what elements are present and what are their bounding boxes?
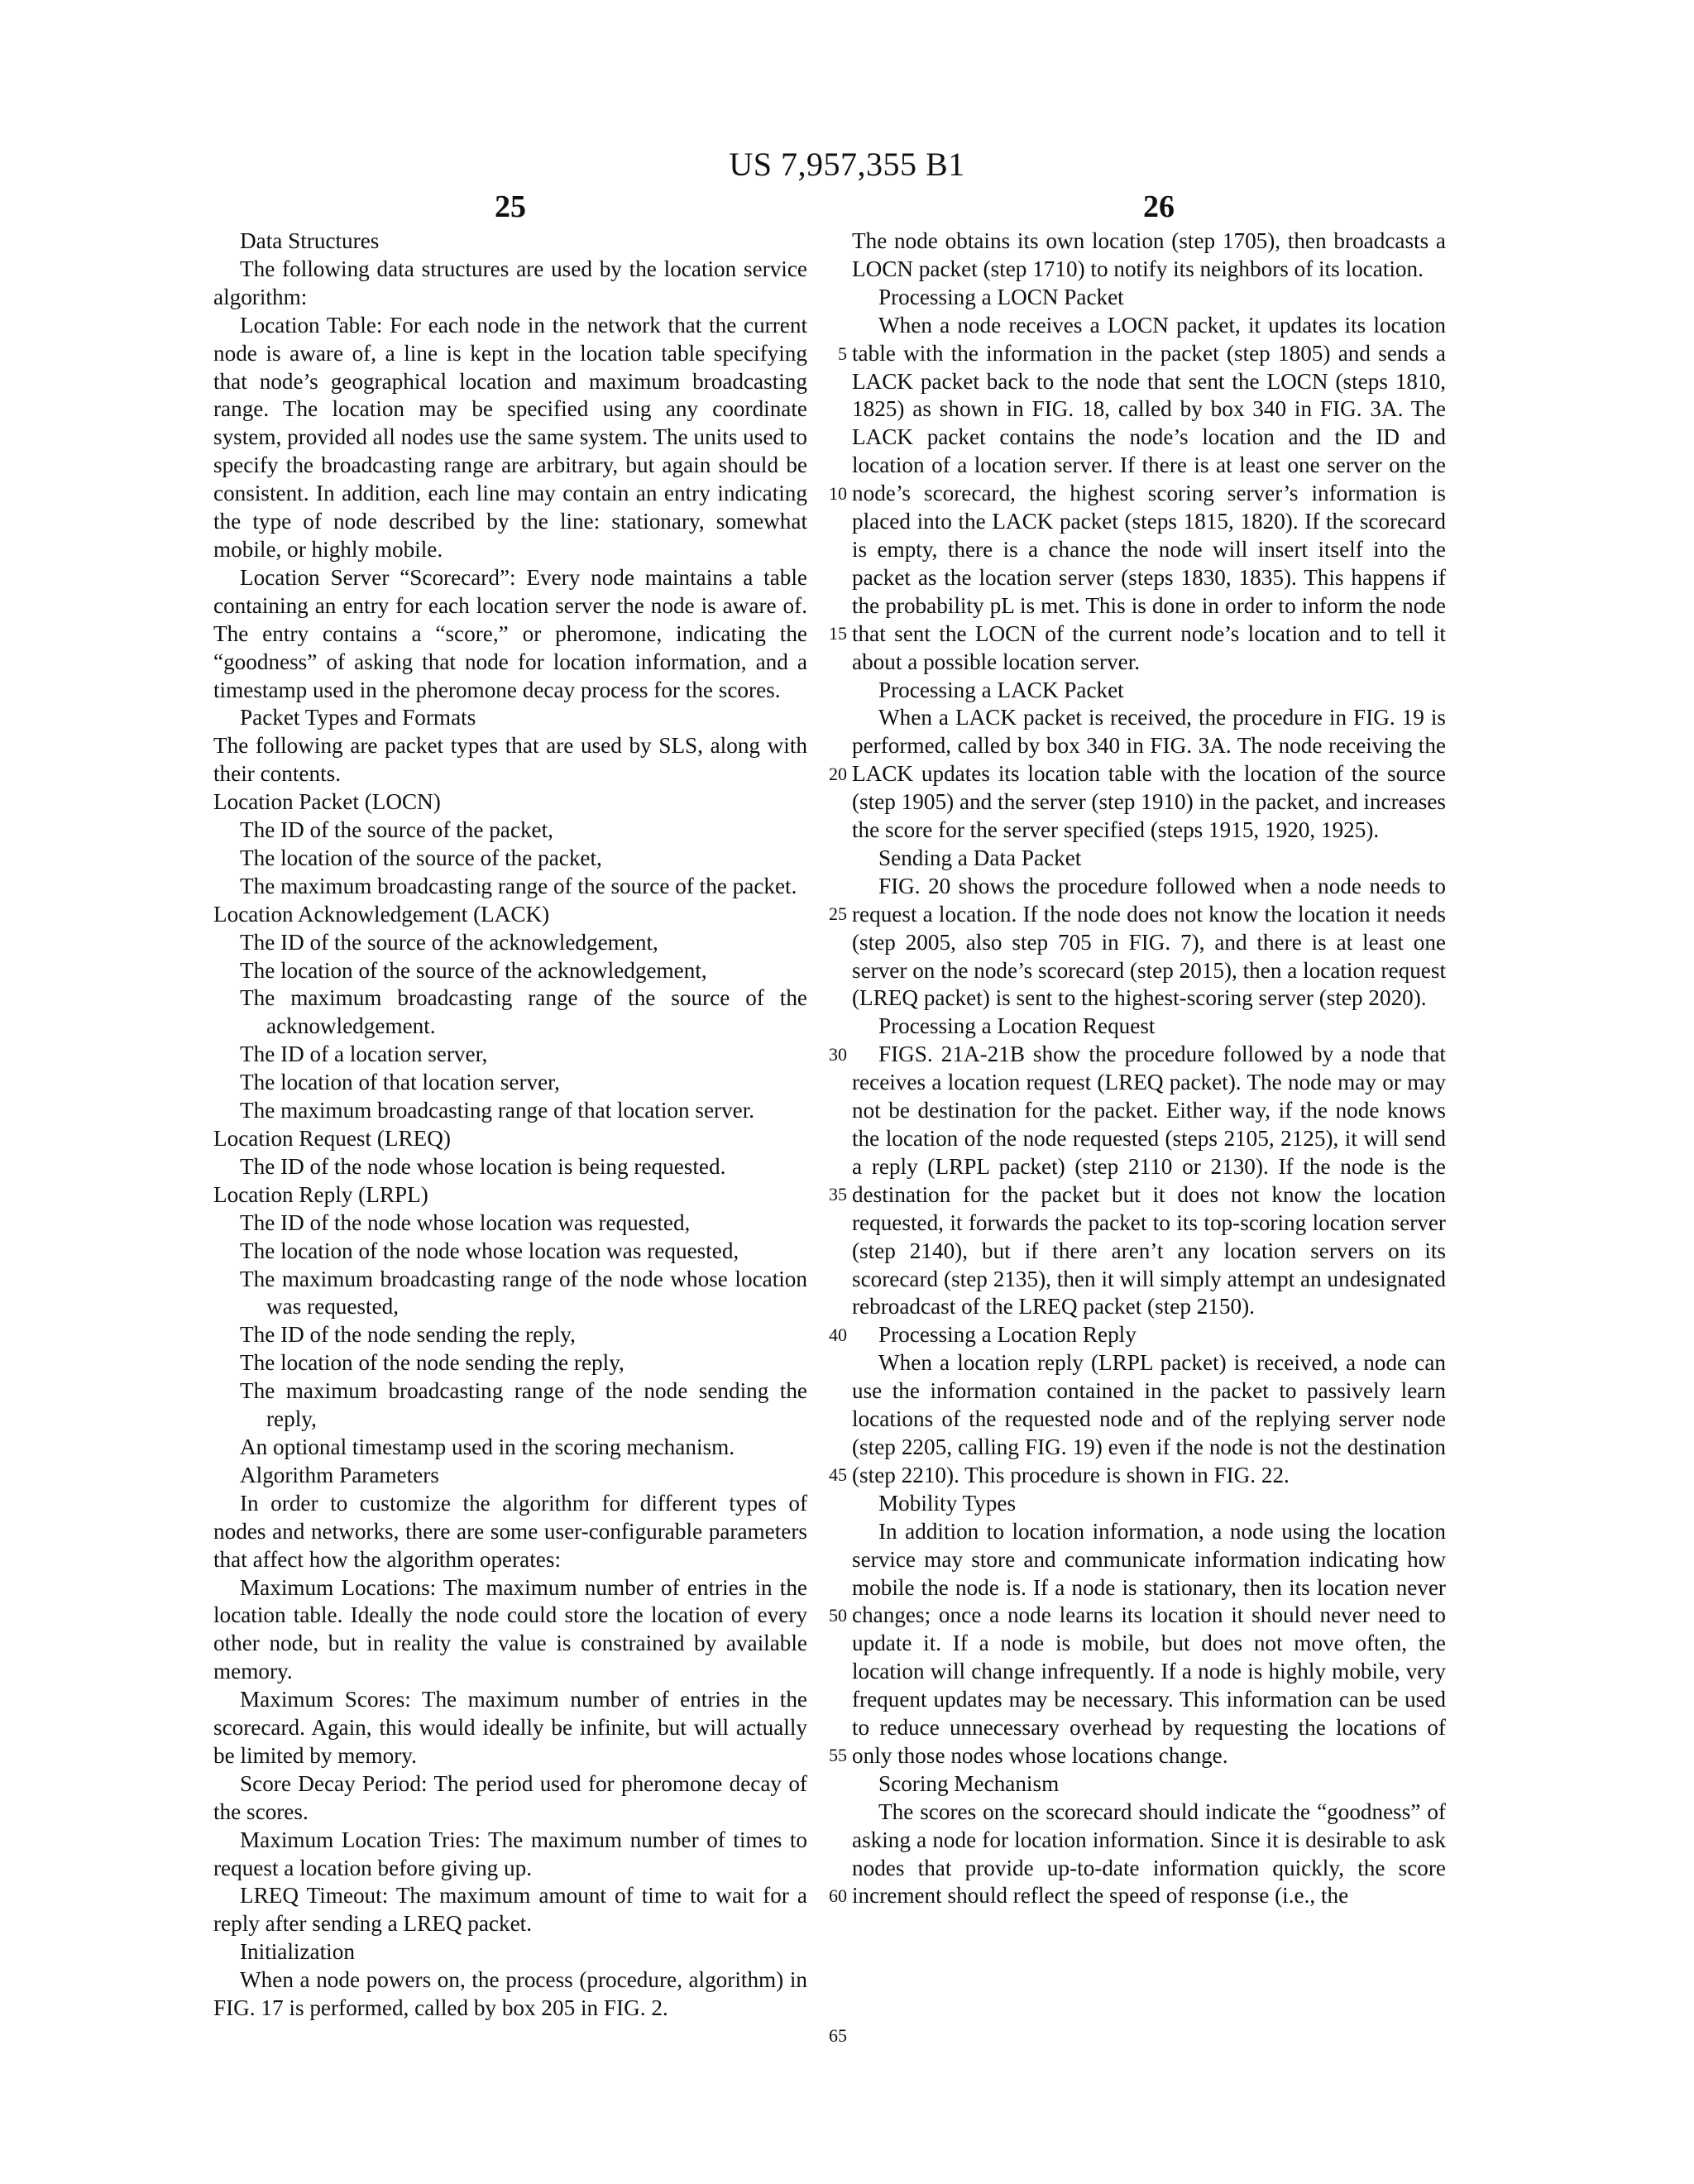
paragraph: Processing a LACK Packet	[878, 677, 1124, 702]
paragraph: FIGS. 21A-21B show the procedure followed by a node that receives a location request (LREQ packet). The node may or may not be destination for the packet. Either way, if the node knows the location of the node requested (steps 2105, 2125), it will send a reply (LRPL packet) (step 2110 or 2130). If the node is the destination for the packet but it does not know the location requested, it forwards the packet to its top-scoring location server (step 2140), but if there aren’t any location servers on its scorecard (step 2135), then it will simply attempt an undesignated rebroadcast of the LREQ packet (step 2150).	[852, 1042, 1446, 1320]
paragraph: Processing a Location Reply	[878, 1322, 1137, 1348]
paragraph: In order to customize the algorithm for different types of nodes and networks, there are some user-configurable parameters that affect how the algorithm operates:	[213, 1490, 807, 1572]
paragraph: The location of the node whose location was requested,	[240, 1238, 739, 1263]
line-number: 40	[829, 1324, 847, 1345]
paragraph: Maximum Location Tries: The maximum number of times to request a location before giving up.	[213, 1827, 807, 1880]
line-number: 60	[829, 1885, 847, 1906]
line-number: 20	[829, 763, 847, 784]
line-number: 55	[829, 1745, 847, 1766]
paragraph: The ID of the node whose location was requested,	[240, 1209, 691, 1235]
paragraph: Packet Types and Formats	[240, 705, 476, 730]
patent-number: US 7,957,355 B1	[729, 146, 965, 183]
paragraph: Location Request (LREQ)	[213, 1126, 451, 1151]
paragraph: The location of that location server,	[240, 1070, 560, 1095]
paragraph: In addition to location information, a node using the location service may store and communicate information indicating how mobile the node is. If a node is stationary, then its location never changes; once a node learns its location it should never need to update it. If a node is mobile, but does not move often, the location will change infrequently. If a node is highly mobile, very frequent updates may be necessary. This information can be used to reduce unnecessary overhead by requesting the locations of only those nodes whose locations change.	[852, 1518, 1446, 1768]
paragraph: Location Reply (LRPL)	[213, 1181, 428, 1207]
paragraph: When a LACK packet is received, the procedure in FIG. 19 is performed, called by box 340 in FIG. 3A. The node receiving the LACK updates its location table with the location of the source (step 1905) and the server (step 1910) in the packet, and increases the score for the server specified (steps 1915, 1920, 1925).	[852, 705, 1446, 843]
paragraph: The maximum broadcasting range of the node sending the reply,	[240, 1378, 807, 1432]
paragraph: Processing a Location Request	[878, 1013, 1156, 1039]
left-page-number: 25	[495, 189, 526, 224]
left-column	[213, 228, 807, 2023]
paragraph: When a location reply (LRPL packet) is received, a node can use the information contained in the packet to passively learn locations of the requested node and of the replying server node (step 2205, calling FIG. 19) even if the node is not the destination (step 2210). This procedure is shown in FIG. 22.	[852, 1350, 1446, 1487]
line-number: 50	[829, 1604, 847, 1626]
paragraph: The ID of the node sending the reply,	[240, 1322, 576, 1348]
paragraph: The maximum broadcasting range of the source of the acknowledgement.	[240, 985, 807, 1039]
paragraph: The ID of a location server,	[240, 1042, 488, 1067]
paragraph: FIG. 20 shows the procedure followed when a node needs to request a location. If the node does not know the location it needs (step 2005, also step 705 in FIG. 7), and there is at least one server on the node’s scorecard (step 2015), then a location request (LREQ packet) is sent to the highest-scoring server (step 2020).	[852, 873, 1446, 1011]
paragraph: Maximum Scores: The maximum number of entries in the scorecard. Again, this would ideally be infinite, but will actually be limited by memory.	[213, 1687, 807, 1768]
paragraph: Algorithm Parameters	[240, 1462, 439, 1487]
paragraph: LREQ Timeout: The maximum amount of time to wait for a reply after sending a LREQ packet.	[213, 1883, 807, 1937]
paragraph: The location of the source of the packet,	[240, 845, 602, 870]
line-number: 15	[829, 623, 847, 644]
paragraph: The ID of the node whose location is being requested.	[240, 1153, 726, 1179]
paragraph: The location of the node sending the reply,	[240, 1350, 624, 1376]
paragraph: Mobility Types	[878, 1490, 1017, 1516]
paragraph: The scores on the scorecard should indicate the “goodness” of asking a node for location information. Since it is desirable to ask nodes that provide up-to-date information quickly, the score increment should reflect the speed of response (i.e., the	[852, 1798, 1446, 1909]
paragraph: Location Server “Scorecard”: Every node maintains a table containing an entry for each location server the node is aware of. The entry contains a “score,” or pheromone, indicating the “goodness” of asking that node for location information, and a timestamp used in the pheromone decay process for the scores.	[213, 564, 807, 702]
paragraph: Initialization	[240, 1939, 355, 1965]
paragraph: Location Table: For each node in the network that the current node is aware of, a line is kept in the location table specifying that node’s geographical location and maximum broadcasting range. The location may be specified using any coordinate system, provided all nodes use the same system. The units used to specify the broadcasting range are arbitrary, but again should be consistent. In addition, each line may contain an entry indicating the type of node described by the line: stationary, somewhat mobile, or highly mobile.	[213, 312, 807, 562]
paragraph: The maximum broadcasting range of the source of the packet.	[240, 873, 797, 898]
paragraph: Location Packet (LOCN)	[213, 789, 441, 815]
line-number-gutter	[817, 228, 847, 2106]
paragraph: The node obtains its own location (step 1705), then broadcasts a LOCN packet (step 1710) to notify its neighbors of its location.	[852, 228, 1446, 281]
paragraph: The following are packet types that are used by SLS, along with their contents.	[213, 733, 807, 787]
paragraph: When a node powers on, the process (procedure, algorithm) in FIG. 17 is performed, called by box 205 in FIG. 2.	[213, 1967, 807, 2021]
paragraph: The ID of the source of the acknowledgement,	[240, 929, 658, 955]
paragraph: The following data structures are used by the location service algorithm:	[213, 256, 807, 309]
line-number: 25	[829, 903, 847, 925]
paragraph: Maximum Locations: The maximum number of entries in the location table. Ideally the node could store the location of every other node, but in reality the value is constrained by available memory.	[213, 1574, 807, 1684]
line-number: 10	[829, 483, 847, 505]
paragraph: The maximum broadcasting range of that location server.	[240, 1098, 755, 1123]
paragraph: Score Decay Period: The period used for pheromone decay of the scores.	[213, 1770, 807, 1824]
paragraph: Location Acknowledgement (LACK)	[213, 901, 550, 927]
paragraph: Processing a LOCN Packet	[878, 284, 1124, 309]
paragraph: An optional timestamp used in the scoring mechanism.	[240, 1434, 735, 1459]
paragraph: Sending a Data Packet	[878, 845, 1082, 870]
right-column	[852, 228, 1446, 1910]
line-number: 65	[829, 2025, 847, 2046]
paragraph: The ID of the source of the packet,	[240, 817, 553, 843]
paragraph: Scoring Mechanism	[878, 1770, 1060, 1796]
paragraph: Data Structures	[240, 228, 380, 253]
line-number: 5	[838, 342, 847, 364]
paragraph: The location of the source of the acknowledgement,	[240, 957, 707, 983]
line-number: 30	[829, 1043, 847, 1065]
right-page-number: 26	[1143, 189, 1175, 224]
paragraph: The maximum broadcasting range of the node whose location was requested,	[240, 1266, 807, 1320]
paragraph: When a node receives a LOCN packet, it updates its location table with the information in the packet (step 1805) and sends a LACK packet back to the node that sent the LOCN (steps 1810, 1825) as shown in FIG. 18, called by box 340 in FIG. 3A. The LACK packet contains the node’s location and the ID and location of a location server. If there is at least one server on the node’s scorecard, the highest scoring server’s information is placed into the LACK packet (steps 1815, 1820). If the scorecard is empty, there is a chance the node will insert itself into the packet as the location server (steps 1830, 1835). This happens if the probability pL is met. This is done in order to inform the node that sent the LOCN of the current node’s location and to tell it about a possible location server.	[852, 312, 1446, 674]
line-number: 35	[829, 1184, 847, 1205]
line-number: 45	[829, 1464, 847, 1486]
